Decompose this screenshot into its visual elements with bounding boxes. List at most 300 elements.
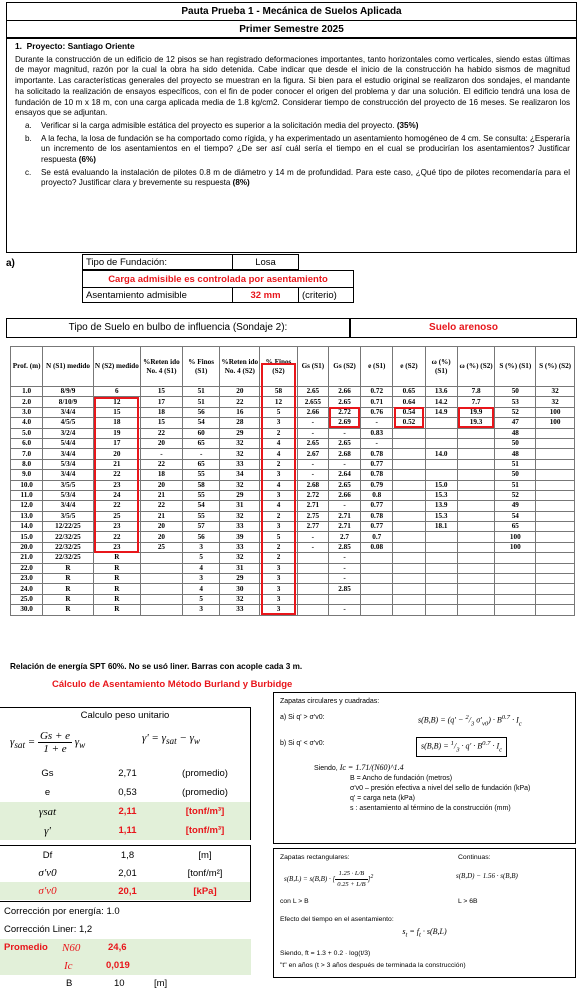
settlement-table (82, 270, 354, 303)
spt-header-cell: N (S1) medido (43, 347, 93, 387)
table-cell: 33 (220, 459, 260, 469)
document-header (6, 2, 577, 38)
table-cell (457, 584, 495, 594)
spt-header-cell: Gs (S2) (328, 347, 360, 387)
spt-header-cell: S (%) (S2) (536, 347, 575, 387)
formula-rect: s(B,L) = s(B,B) · [ $\frac{1.25 \cdot L/B}{0.25 + L/B}$ ]$^2$ s(B,D) − 1.56 · s(B,B) (284, 870, 518, 888)
table-cell: 29 (220, 490, 260, 500)
table-cell: 25 (140, 542, 182, 552)
table-cell: 13.6 (425, 387, 457, 397)
table-cell (536, 584, 575, 594)
table-cell: 15 (140, 418, 182, 428)
table-cell: 15 (93, 407, 140, 417)
table-cell: 29 (220, 428, 260, 438)
stress-row-sigma-kpa: σ'v0 20,1 [kPa] (0, 882, 250, 900)
table-cell: 22 (93, 470, 140, 480)
table-cell: 17 (93, 438, 140, 448)
table-cell: 10.0 (11, 480, 43, 490)
table-cell: 3 (260, 584, 298, 594)
table-cell: 0.76 (361, 407, 393, 417)
table-cell (495, 584, 536, 594)
table-cell: 12/22/25 (43, 522, 93, 532)
spt-header-cell: Prof. (m) (11, 347, 43, 387)
table-cell: 15.3 (425, 490, 457, 500)
table-cell: 22 (140, 428, 182, 438)
table-row (11, 574, 575, 584)
table-cell (536, 428, 575, 438)
table-cell (536, 438, 575, 448)
table-cell: - (297, 542, 328, 552)
table-cell (393, 449, 425, 459)
table-cell (328, 594, 360, 604)
table-cell: 21 (93, 459, 140, 469)
table-cell: 0.77 (361, 459, 393, 469)
question-1: a. Verificar si la carga admisible estática del proyecto es superior a la solicitación media del proyecto. (35%) (25, 120, 419, 130)
table-row (11, 480, 575, 490)
table-cell: 0.08 (361, 542, 393, 552)
table-cell: 51 (182, 397, 220, 407)
table-cell (495, 574, 536, 584)
table-cell (425, 584, 457, 594)
table-cell: - (297, 418, 328, 428)
spt-header-cell: ω (%) (S2) (457, 347, 495, 387)
soil-type-row (6, 318, 577, 338)
table-cell (361, 574, 393, 584)
table-cell: 0.8 (361, 490, 393, 500)
energy-correction: Corrección por energía: 1.0 (4, 906, 120, 917)
table-cell (457, 438, 495, 448)
table-cell: - (297, 428, 328, 438)
table-cell: 2 (260, 428, 298, 438)
table-cell (393, 490, 425, 500)
table-cell: - (328, 459, 360, 469)
formula-panel-rectangular (273, 848, 576, 978)
table-cell (425, 470, 457, 480)
table-row (11, 438, 575, 448)
table-cell: 2.65 (297, 438, 328, 448)
table-cell (536, 574, 575, 584)
table-cell (457, 501, 495, 511)
spt-header-cell: e (S1) (361, 347, 393, 387)
table-row (11, 407, 575, 417)
table-cell: 58 (182, 480, 220, 490)
unit-weight-panel (0, 707, 251, 840)
stress-table (0, 846, 250, 900)
table-cell (425, 418, 457, 428)
unit-weight-caption: Calculo peso unitario (80, 710, 170, 721)
table-cell: 1.0 (11, 387, 43, 397)
table-cell (140, 563, 182, 573)
table-cell: 20 (140, 532, 182, 542)
table-cell: - (182, 449, 220, 459)
table-cell: 2 (260, 542, 298, 552)
table-cell: 5/3/4 (43, 490, 93, 500)
n60-row: Promedio N60 24,6 (0, 939, 251, 957)
table-cell: 8.0 (11, 459, 43, 469)
table-cell: 20.0 (11, 542, 43, 552)
formula-ft: Siendo, ft = 1.3 + 0.2 · log(t/3) (280, 949, 371, 957)
formula-t-note: "t" en años (t > 3 años después de terminada la construcción) (280, 961, 466, 969)
table-cell: 25 (93, 511, 140, 521)
table-cell: 50 (495, 387, 536, 397)
table-cell: 56 (182, 407, 220, 417)
spt-header-cell: %Reten ido No. 4 (S1) (140, 347, 182, 387)
table-cell: - (328, 574, 360, 584)
table-cell: 3/4/4 (43, 470, 93, 480)
table-cell: 14.0 (425, 449, 457, 459)
table-cell: 0.7 (361, 532, 393, 542)
table-cell: 50 (495, 438, 536, 448)
ic-row: Ic 0,019 (0, 957, 251, 975)
table-cell: 5 (260, 407, 298, 417)
uw-row-gs: Gs 2,71 (promedio) (41, 768, 228, 779)
table-cell: 2.68 (328, 449, 360, 459)
table-cell: R (43, 584, 93, 594)
table-cell (425, 553, 457, 563)
table-row (11, 490, 575, 500)
table-cell: 2.66 (297, 407, 328, 417)
table-row (11, 542, 575, 552)
table-cell: 23 (93, 522, 140, 532)
table-cell: 0.77 (361, 522, 393, 532)
table-cell: 2.72 (328, 407, 360, 417)
table-cell: 19 (93, 428, 140, 438)
table-cell: R (93, 594, 140, 604)
table-cell: 30.0 (11, 605, 43, 615)
table-cell: 0.71 (361, 397, 393, 407)
stress-row-df: Df 1,8 [m] (42, 849, 212, 861)
table-cell: - (361, 418, 393, 428)
table-cell: 31 (220, 501, 260, 511)
table-cell: 23 (93, 542, 140, 552)
table-cell (140, 574, 182, 584)
table-cell: 100 (495, 532, 536, 542)
table-cell: 12 (93, 397, 140, 407)
table-cell: 0.54 (393, 407, 425, 417)
table-cell (393, 553, 425, 563)
table-cell: 3/4/4 (43, 501, 93, 511)
table-cell: 3 (182, 542, 220, 552)
table-cell (393, 605, 425, 615)
table-cell (393, 563, 425, 573)
table-cell: 0.72 (361, 387, 393, 397)
table-cell: 2 (260, 511, 298, 521)
table-cell: 8/9/9 (43, 387, 93, 397)
table-cell: 7.7 (457, 397, 495, 407)
table-cell: 3/4/4 (43, 407, 93, 417)
table-cell: 65 (182, 438, 220, 448)
table-cell: 2.7 (328, 532, 360, 542)
table-cell (140, 605, 182, 615)
table-cell: 3/5/5 (43, 511, 93, 521)
gamma-prime-formula: $\gamma' = \gamma_{sat} - \gamma_w$ (142, 732, 201, 747)
table-cell (536, 470, 575, 480)
table-cell: 65 (182, 459, 220, 469)
table-cell (393, 584, 425, 594)
table-cell: 55 (182, 511, 220, 521)
table-cell: 22 (140, 501, 182, 511)
table-cell: 2.71 (328, 522, 360, 532)
table-cell (140, 553, 182, 563)
table-cell (457, 532, 495, 542)
foundation-type-label: Tipo de Fundación: (83, 255, 233, 270)
table-row (11, 459, 575, 469)
table-cell: 0.79 (361, 480, 393, 490)
table-cell: 32 (220, 553, 260, 563)
table-cell (457, 605, 495, 615)
table-cell (495, 605, 536, 615)
uw-row-gamma-prime: γ' 1,11 [tonf/m³] (0, 821, 250, 840)
table-cell: 2.655 (297, 397, 328, 407)
table-row (11, 584, 575, 594)
table-cell: - (140, 449, 182, 459)
table-cell: 48 (495, 449, 536, 459)
table-cell: 3/5/5 (43, 480, 93, 490)
table-cell (536, 480, 575, 490)
table-cell: 22 (140, 459, 182, 469)
table-cell (536, 490, 575, 500)
liner-correction: Corrección Liner: 1,2 (4, 924, 93, 935)
table-cell: 15.3 (425, 511, 457, 521)
table-cell (536, 501, 575, 511)
table-cell: 3 (182, 574, 220, 584)
document-title: Pauta Prueba 1 - Mecánica de Suelos Aplicada (7, 3, 576, 21)
table-cell: 0.83 (361, 428, 393, 438)
table-cell: 34 (220, 470, 260, 480)
spt-header-cell: Gs (S1) (297, 347, 328, 387)
table-cell: 24 (93, 490, 140, 500)
table-cell: 14.9 (425, 407, 457, 417)
table-cell (457, 480, 495, 490)
table-cell: 55 (182, 470, 220, 480)
burland-title: Cálculo de Asentamiento Método Burland y Burbidge (52, 679, 293, 690)
table-cell: 2.66 (328, 387, 360, 397)
table-cell (536, 594, 575, 604)
stress-row-sigma-tonf: σ'v0 2,01 [tonf/m²] (38, 867, 223, 879)
table-cell: 21.0 (11, 553, 43, 563)
table-cell: 5.0 (11, 428, 43, 438)
table-cell: 15.0 (11, 532, 43, 542)
table-cell (425, 542, 457, 552)
table-cell: 5/3/4 (43, 459, 93, 469)
formula-titles-rect: Zapatas rectangulares: Continuas: (280, 854, 491, 861)
spt-header-cell: e (S2) (393, 347, 425, 387)
table-cell: 18 (140, 470, 182, 480)
table-cell: 48 (495, 428, 536, 438)
table-cell (361, 605, 393, 615)
table-cell: 13.0 (11, 511, 43, 521)
table-cell: 0.77 (361, 501, 393, 511)
table-cell: - (297, 532, 328, 542)
table-cell (457, 470, 495, 480)
table-cell (536, 532, 575, 542)
settlement-label: Asentamiento admisible (83, 288, 233, 303)
table-cell (425, 438, 457, 448)
table-cell: - (297, 470, 328, 480)
project-description: Durante la construcción de un edificio de 12 pisos se han registrado deformaciones importantes, tanto horizontales como verticales, siendo estas últimas de mayor magnitud, razón por la cual la obra ha sido detenida. Cabe indicar que desde el inicio de la construcción ha habido sismos de magnitud importante. Las características generales del proyecto se muestran en la figura. Si bien para el estudio original se realizaron dos sondajes, el mandante ha solicitado la realización de ensayos específicos, con el fin de poder conocer el origen del problema y dar una solución. El edificio tendrá una losa de fundación de 10 m x 18 m, con una carga aplicada media de 1.8 kg/cm2. Considerar tiempo de construcción del proyecto de 16 meses. Se realizaron los ensayos que se adjuntan. (15, 54, 570, 118)
table-cell: 32 (220, 511, 260, 521)
table-cell: 2.65 (328, 480, 360, 490)
table-cell: 22/32/25 (43, 542, 93, 552)
table-cell: 2.85 (328, 542, 360, 552)
table-cell (536, 563, 575, 573)
table-cell: 58 (260, 387, 298, 397)
table-cell: 2.65 (328, 397, 360, 407)
table-cell: 17 (140, 397, 182, 407)
table-cell (140, 594, 182, 604)
table-cell: R (43, 574, 93, 584)
table-cell: 51 (182, 387, 220, 397)
b-row: B 10 [m] (66, 978, 168, 989)
table-cell: 3 (260, 563, 298, 573)
table-cell: 51 (495, 480, 536, 490)
table-cell: 25.0 (11, 594, 43, 604)
table-cell: 3 (260, 490, 298, 500)
table-cell: 23.0 (11, 574, 43, 584)
table-cell (361, 584, 393, 594)
table-cell: 19.9 (457, 407, 495, 417)
project-title: 1. Proyecto: Santiago Oriente (15, 41, 135, 51)
table-row (11, 532, 575, 542)
document-semester: Primer Semestre 2025 (239, 24, 344, 35)
question-list (15, 121, 570, 189)
table-cell (536, 522, 575, 532)
table-cell: 2.65 (297, 387, 328, 397)
spt-table-container (10, 346, 575, 616)
table-cell: 20 (93, 449, 140, 459)
table-cell: 20 (220, 387, 260, 397)
table-cell: 14.2 (425, 397, 457, 407)
table-cell (425, 428, 457, 438)
table-cell: R (93, 584, 140, 594)
table-cell: 2.65 (328, 438, 360, 448)
table-cell: 54 (495, 511, 536, 521)
table-row (11, 605, 575, 615)
table-cell (425, 594, 457, 604)
table-cell: - (361, 438, 393, 448)
table-cell: 9.0 (11, 470, 43, 480)
table-cell (425, 574, 457, 584)
settlement-value: 32 mm (233, 288, 299, 303)
table-cell (457, 553, 495, 563)
table-row (11, 470, 575, 480)
table-cell (393, 459, 425, 469)
table-cell: 54 (182, 418, 220, 428)
project-statement (6, 38, 577, 253)
table-cell: 54 (182, 501, 220, 511)
table-cell (457, 449, 495, 459)
table-cell: 28 (220, 418, 260, 428)
table-cell (297, 574, 328, 584)
table-cell (457, 522, 495, 532)
table-cell (536, 459, 575, 469)
soil-type-value: Suelo arenoso (350, 318, 577, 338)
table-cell (393, 532, 425, 542)
table-cell: 12.0 (11, 501, 43, 511)
table-cell: 3 (260, 522, 298, 532)
table-row (11, 511, 575, 521)
table-cell: 56 (182, 532, 220, 542)
table-cell (425, 459, 457, 469)
table-cell: 22 (93, 532, 140, 542)
table-cell: 20 (140, 480, 182, 490)
table-cell: 4 (260, 449, 298, 459)
spt-header-row (11, 347, 575, 387)
table-cell: 22 (220, 397, 260, 407)
table-cell: 16 (220, 407, 260, 417)
table-cell (495, 563, 536, 573)
table-cell (457, 490, 495, 500)
table-cell: 11.0 (11, 490, 43, 500)
soil-type-label: Tipo de Suelo en bulbo de influencia (Sondaje 2): (6, 318, 350, 338)
table-cell (297, 605, 328, 615)
table-cell: 7.0 (11, 449, 43, 459)
table-cell: 24.0 (11, 584, 43, 594)
table-cell (297, 563, 328, 573)
table-cell: 4 (260, 480, 298, 490)
table-row (11, 563, 575, 573)
table-cell: 32 (220, 594, 260, 604)
table-cell (393, 438, 425, 448)
table-cell (495, 553, 536, 563)
table-cell: - (328, 428, 360, 438)
table-cell: 33 (220, 522, 260, 532)
table-cell: R (93, 553, 140, 563)
table-cell (393, 574, 425, 584)
table-cell: 21 (140, 490, 182, 500)
table-cell: 49 (495, 501, 536, 511)
table-cell (425, 563, 457, 573)
table-cell: 22.0 (11, 563, 43, 573)
table-cell: 32 (220, 449, 260, 459)
table-cell: 3 (260, 418, 298, 428)
spt-header-cell: S (%) (S1) (495, 347, 536, 387)
table-cell: 4 (182, 563, 220, 573)
table-row (11, 501, 575, 511)
table-row (11, 594, 575, 604)
table-cell: 4.0 (11, 418, 43, 428)
table-cell: 65 (495, 522, 536, 532)
spt-header-cell: ω (%) (S1) (425, 347, 457, 387)
formula-case-b: b) Si q' < σ'v0: $s(B,B) = ^1/_3 \cdot q' \cdot B^{0.7} \cdot I_c$ (280, 739, 569, 761)
formula-rect-conditions: con L > B L > 6B (280, 898, 478, 905)
table-cell (457, 594, 495, 604)
table-cell: - (328, 605, 360, 615)
formula-time-title: Efecto del tiempo en el asentamiento: (280, 916, 394, 923)
table-cell (393, 594, 425, 604)
table-cell: 6 (93, 387, 140, 397)
table-cell: 3 (260, 594, 298, 604)
foundation-type-value: Losa (233, 255, 299, 270)
foundation-type-table (82, 254, 299, 270)
table-cell (536, 553, 575, 563)
table-cell (393, 501, 425, 511)
formula-definitions: Siendo, Ic = 1.71/(N60)^1.4 B = Ancho de fundación (metros) σ'v0 – presión efectiva a nivel del sello de fundación (kPa) q' = carga neta (kPa) s : asentamiento al término de la construcción (mm) (314, 763, 531, 812)
table-cell (536, 511, 575, 521)
table-cell: 5 (260, 532, 298, 542)
table-cell (457, 574, 495, 584)
table-cell: 100 (536, 418, 575, 428)
question-3: c. Se está evaluando la instalación de pilotes 0.8 m de diámetro y 14 m de profundidad. Para este caso, ¿Qué tipo de pilotes recomendaría para el proyecto? Justificar clara y brevemente su respuesta (8%) (25, 167, 570, 188)
table-cell: 22/32/25 (43, 532, 93, 542)
table-cell: 2 (260, 553, 298, 563)
table-cell: 5 (182, 553, 220, 563)
table-cell: 100 (536, 407, 575, 417)
table-cell: 20 (140, 438, 182, 448)
table-cell: 50 (495, 470, 536, 480)
table-row (11, 522, 575, 532)
table-cell: - (328, 553, 360, 563)
